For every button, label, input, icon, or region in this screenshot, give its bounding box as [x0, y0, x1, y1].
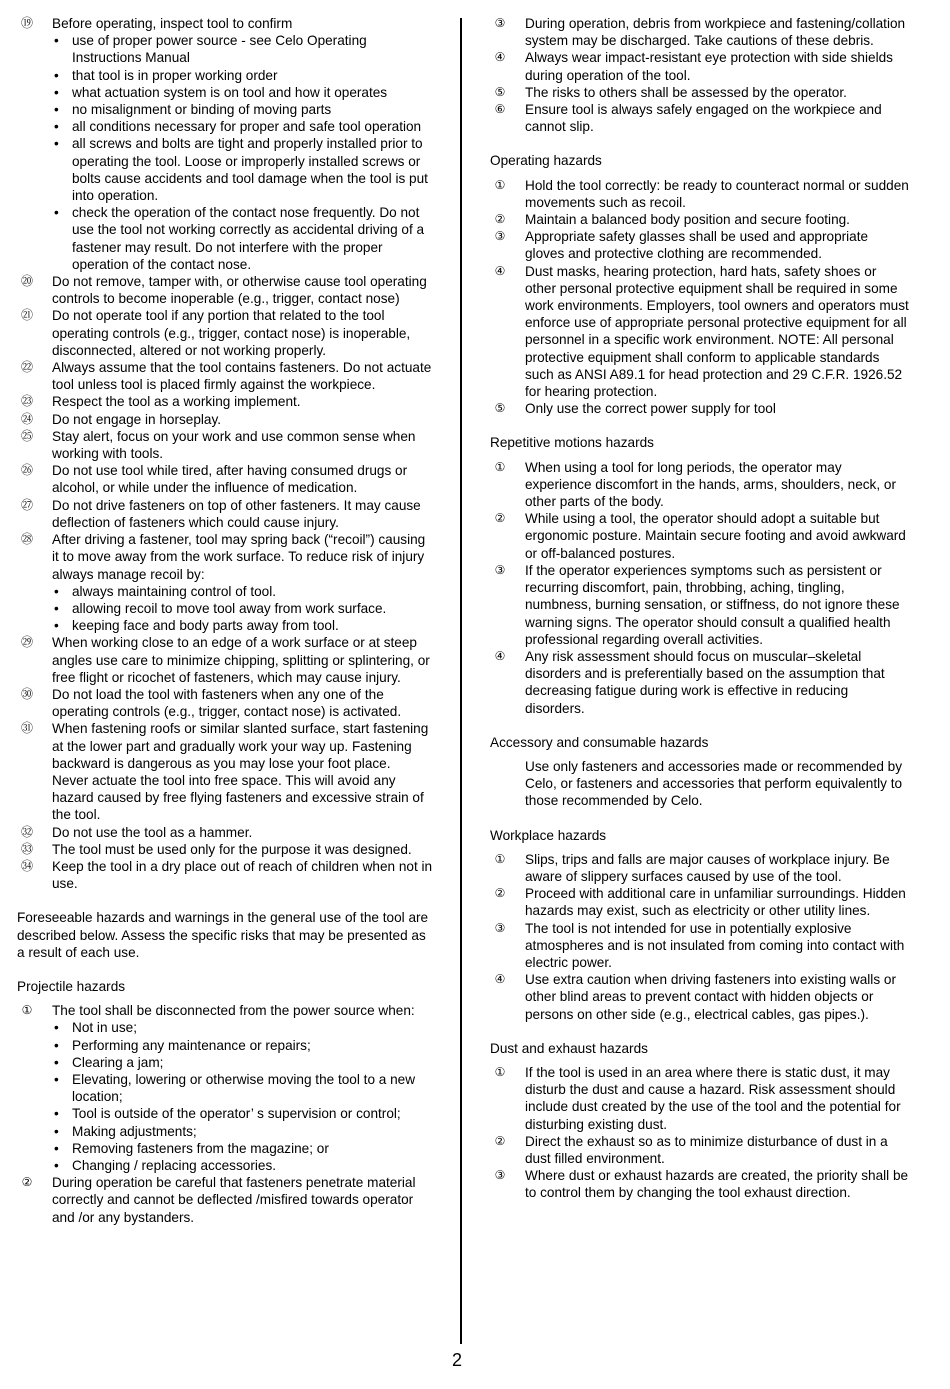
bullet-item: • all conditions necessary for proper and safe tool operation [52, 118, 435, 135]
item-text: After driving a fastener, tool may spring back (“recoil”) causing it to move away from the work surface. To reduce risk of injury always manage recoil by: [52, 532, 426, 582]
item-text: Any risk assessment should focus on muscular–skeletal disorders and is preferentially based on the assumption that decreasing fatigue during work is effective in reducing disorders. [525, 648, 885, 716]
item-text: Before operating, inspect tool to confirm [52, 16, 293, 31]
projectile-item-5 [490, 84, 910, 101]
section-heading-accessory: Accessory and consumable hazards [490, 734, 709, 750]
bullet-item: • Clearing a jam; [52, 1054, 435, 1071]
dust-item-1 [490, 1064, 910, 1133]
operating-item-5 [490, 400, 910, 417]
item-number: ㉙ [20, 635, 33, 650]
item-34 [17, 858, 435, 892]
item-number: ㉕ [20, 428, 33, 443]
item-number: ① [494, 177, 506, 192]
item-number: ㉜ [20, 824, 33, 839]
item-text: If the tool is used in an area where there is static dust, it may disturb the dust and cause a hazard. Risk assessment should include dust created by the use of the tool and the potential for disturbing existing dust. [525, 1064, 901, 1132]
left-column [17, 15, 435, 1226]
item-text: Only use the correct power supply for tool [525, 401, 776, 417]
item-28 [17, 531, 435, 634]
item-text-continued: Never actuate the tool into free space. This will avoid any hazard caused by free flying fasteners and excessive strain of the tool. [52, 772, 424, 823]
item-number: ① [494, 1064, 506, 1079]
item-number: ⑲ [20, 16, 33, 30]
workplace-item-3 [490, 920, 910, 972]
item-text: Appropriate safety glasses shall be used and appropriate gloves and protective clothing are recommended. [525, 229, 869, 262]
item-number: ⑥ [494, 102, 506, 117]
item-number: ③ [494, 229, 506, 244]
bullet-item: • Removing fasteners from the magazine; or [52, 1140, 435, 1157]
workplace-item-2 [490, 885, 910, 919]
repetitive-item-3 [490, 562, 910, 648]
item-text: When fastening roofs or similar slanted surface, start fastening at the lower part and gradually work your way up. Fastening backward is dangerous as you may lose your foot place. [52, 721, 429, 771]
item-number: ㉔ [20, 411, 33, 426]
bullet-item: • check the operation of the contact nose frequently. Do not use the tool not working correctly as accidental driving of a fastener may result. Do not interfere with the proper operation of the contact nose. [52, 204, 435, 273]
bullet-item: • keeping face and body parts away from tool. [52, 617, 435, 634]
item-text: Do not use tool while tired, after having consumed drugs or alcohol, or while under the influence of medication. [52, 463, 408, 496]
item-text: Always assume that the tool contains fasteners. Do not actuate tool unless tool is placed firmly against the workpiece. [52, 360, 432, 393]
section-heading-projectile: Projectile hazards [17, 978, 126, 994]
projectile-item-2 [17, 1174, 435, 1226]
item-number: ① [494, 459, 506, 474]
projectile-item-3 [490, 15, 910, 49]
item-text: Respect the tool as a working implement. [52, 394, 301, 410]
bullet-item: • Elevating, lowering or otherwise moving the tool to a new location; [52, 1071, 435, 1105]
item-number: ③ [494, 16, 506, 30]
item-31 [17, 720, 435, 823]
projectile-item-6 [490, 101, 910, 135]
item-text: The tool shall be disconnected from the power source when: [52, 1003, 415, 1019]
item-number: ㉝ [20, 841, 33, 856]
item-21 [17, 307, 435, 359]
item-23 [17, 393, 435, 410]
projectile-item-1 [17, 1002, 435, 1174]
foreseeable-hazards-intro: Foreseeable hazards and warnings in the general use of the tool are described below. Assess the specific risks that may be presented as a result of each use. [17, 910, 429, 960]
item-text: Dust masks, hearing protection, hard hats, safety shoes or other personal protective equipment shall be required in some work environments. Employers, tool owners and operators must enforce use of appropriate personal protective equipment for all personnel in a specific work environment. NOTE: All personal protective equipment shall conform to applicable standards such as ANSI A89.1 for head protection and 29 C.F.R. 1926.52 for hearing protection. [525, 263, 909, 400]
page-number: 2 [452, 1350, 463, 1370]
operating-item-3 [490, 228, 910, 262]
projectile-item-4 [490, 49, 910, 83]
bullet-item: • Not in use; [52, 1019, 435, 1036]
item-text: Slips, trips and falls are major causes of workplace injury. Be aware of slippery surfaces caused by use of the tool. [525, 851, 890, 884]
item-text: Hold the tool correctly: be ready to counteract normal or sudden movements such as recoil. [525, 177, 909, 210]
item-number: ④ [494, 972, 506, 987]
bullet-item: • use of proper power source - see Celo Operating Instructions Manual [52, 32, 435, 66]
section-heading-workplace: Workplace hazards [490, 827, 607, 843]
item-text: The risks to others shall be assessed by the operator. [525, 84, 847, 100]
item-text: Do not operate tool if any portion that related to the tool operating controls (e.g., trigger, contact nose) is inoperable, disconnected, altered or not working properly. [52, 308, 411, 358]
item-19 [17, 15, 435, 273]
item-text: Proceed with additional care in unfamiliar surroundings. Hidden hazards may exist, such as electricity or other utility lines. [525, 886, 906, 919]
item-text: When working close to an edge of a work surface or at steep angles use care to minimize chipping, splitting or splintering, or free flight or ricochet of fasteners, which may cause injury. [52, 635, 430, 685]
item-24 [17, 411, 435, 428]
accessory-text: Use only fasteners and accessories made or recommended by Celo, or fasteners and accessories that perform equivalently to those recommended by Celo. [525, 758, 903, 809]
item-text: Stay alert, focus on your work and use common sense when working with tools. [52, 428, 416, 462]
item-number: ⑤ [494, 84, 506, 99]
item-text: When using a tool for long periods, the operator may experience discomfort in the hands, arms, shoulders, neck, or other parts of the body. [525, 459, 896, 510]
item-number: ② [494, 511, 506, 526]
item-number: ① [21, 1003, 33, 1018]
bullet-item: • Changing / replacing accessories. [52, 1157, 435, 1174]
bullet-item: • what actuation system is on tool and how it operates [52, 84, 435, 101]
workplace-item-1 [490, 851, 910, 885]
item-text: Do not engage in horseplay. [52, 411, 222, 427]
right-column [490, 15, 910, 1202]
operating-item-4 [490, 263, 910, 401]
item-25 [17, 428, 435, 462]
item-text: Use extra caution when driving fasteners into existing walls or other blind areas to prevent contact with hidden objects or persons on other side (e.g., electrical cables, gas pipes.). [525, 972, 896, 1022]
item-text: The tool is not intended for use in potentially explosive atmospheres and is not insulated from coming into contact with electric power. [525, 920, 905, 970]
bullet-item: • all screws and bolts are tight and properly installed prior to operating the tool. Loose or improperly installed screws or bolts cause accidents and tool damage when the tool is put into operation. [52, 135, 435, 204]
item-text: If the operator experiences symptoms such as persistent or recurring discomfort, pain, throbbing, aching, tingling, numbness, burning sensation, or stiffness, do not ignore these warning signs. The operator should consult a qualified health professional regarding overall activities. [525, 562, 900, 647]
section-heading-dust: Dust and exhaust hazards [490, 1040, 648, 1056]
repetitive-item-2 [490, 510, 910, 562]
item-number: ㉛ [20, 721, 33, 736]
item-number: ② [494, 212, 506, 227]
item-33 [17, 841, 435, 858]
item-number: ③ [494, 1168, 506, 1183]
item-text: Do not load the tool with fasteners when any one of the operating controls (e.g., trigger, contact nose) is activated. [52, 686, 402, 720]
bullet-item: • always maintaining control of tool. [52, 583, 435, 600]
bullet-item: • Performing any maintenance or repairs; [52, 1037, 435, 1054]
bullet-item: • Making adjustments; [52, 1123, 435, 1140]
bullet-item: • that tool is in proper working order [52, 67, 435, 84]
item-number: ㉞ [20, 858, 33, 873]
item-text: Keep the tool in a dry place out of reach of children when not in use. [52, 858, 433, 892]
item-number: ② [494, 1133, 506, 1148]
item-number: ③ [494, 562, 506, 577]
section-heading-repetitive: Repetitive motions hazards [490, 435, 654, 451]
item-number: ② [494, 886, 506, 901]
item-26 [17, 462, 435, 496]
item-number: ㉚ [20, 686, 33, 701]
item-text: Do not remove, tamper with, or otherwise cause tool operating controls to become inoperable (e.g., trigger, contact nose) [52, 274, 427, 307]
column-divider [460, 18, 462, 1344]
item-number: ④ [494, 50, 506, 65]
operating-item-1 [490, 177, 910, 211]
section-heading-operating: Operating hazards [490, 153, 602, 169]
item-text: During operation, debris from workpiece and fastening/collation system may be discharged. Take cautions of these debris. [525, 16, 906, 49]
item-30 [17, 686, 435, 720]
item-27 [17, 497, 435, 531]
bullet-item: • Tool is outside of the operator’ s supervision or control; [52, 1105, 435, 1122]
bullet-item: • allowing recoil to move tool away from work surface. [52, 600, 435, 617]
item-29 [17, 634, 435, 686]
item-text: Do not drive fasteners on top of other fasteners. It may cause deflection of fasteners which could cause injury. [52, 497, 421, 530]
item-number: ① [494, 851, 506, 866]
item-number: ④ [494, 263, 506, 278]
item-32 [17, 824, 435, 841]
item-text: While using a tool, the operator should adopt a suitable but ergonomic posture. Maintain secure footing and avoid awkward or off-balanced postures. [525, 511, 906, 561]
item-text: Do not use the tool as a hammer. [52, 824, 253, 840]
item-text: Maintain a balanced body position and secure footing. [525, 212, 850, 228]
item-text: Always wear impact-resistant eye protection with side shields during operation of the tool. [525, 50, 893, 83]
repetitive-item-1 [490, 459, 910, 511]
item-text: Direct the exhaust so as to minimize disturbance of dust in a dust filled environment. [525, 1133, 888, 1166]
bullet-item: • no misalignment or binding of moving parts [52, 101, 435, 118]
workplace-item-4 [490, 971, 910, 1023]
item-number: ⑳ [20, 274, 33, 289]
item-number: ④ [494, 648, 506, 663]
item-number: ㉘ [20, 532, 33, 547]
item-number: ㉗ [20, 497, 33, 512]
item-number: ㉒ [20, 360, 33, 375]
item-text: Ensure tool is always safely engaged on the workpiece and cannot slip. [525, 102, 882, 135]
item-number: ⑤ [494, 401, 506, 416]
item-text: Where dust or exhaust hazards are created, the priority shall be to control them by changing the tool exhaust direction. [525, 1168, 909, 1201]
operating-item-2 [490, 211, 910, 228]
item-text: The tool must be used only for the purpose it was designed. [52, 841, 412, 857]
item-22 [17, 359, 435, 393]
item-text: During operation be careful that fasteners penetrate material correctly and cannot be deflected /misfired towards operator and /or any bystanders. [52, 1175, 416, 1225]
dust-item-3 [490, 1167, 910, 1201]
repetitive-item-4 [490, 648, 910, 717]
item-number: ㉑ [20, 308, 33, 323]
item-number: ③ [494, 920, 506, 935]
item-20 [17, 273, 435, 307]
item-number: ㉓ [20, 394, 33, 409]
item-number: ㉖ [20, 463, 33, 478]
item-number: ② [21, 1175, 33, 1190]
dust-item-2 [490, 1133, 910, 1167]
